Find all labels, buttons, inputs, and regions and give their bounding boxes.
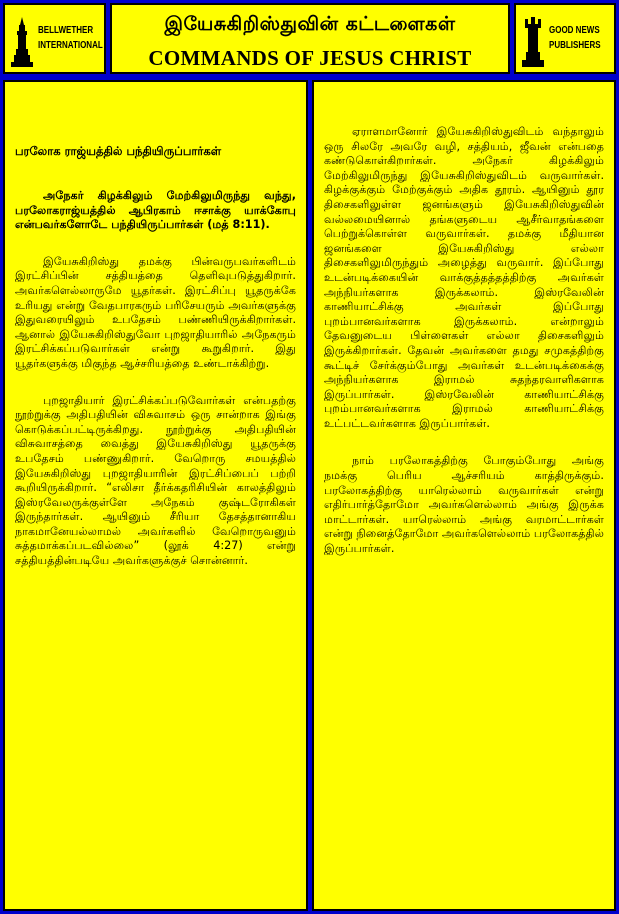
logo-bellwether — [3, 3, 106, 74]
scripture-verse: அநேகர் கிழக்கிலும் மேற்கிலுமிருந்து வந்து, பரலோகராஜ்யத்தில் ஆபிரகாம் ஈசாக்கு யாக்கோபு என்பவர்களோடே பந்தியிருப்பார்கள் (மத் 8:11). — [15, 189, 296, 232]
right-column — [312, 80, 616, 911]
bell-tower-icon — [11, 17, 33, 67]
paragraph: புறஜாதியார் இரட்சிக்கப்படுவோர்கள் என்பதற்கு நூற்றுக்கு அதிபதியின் விசுவாசம் ஒரு சான்றாக இங்கு கொடுக்கப்பட்டிருக்கிறது. நூற்றுக்கு அதிபதியின் விசுவாசத்தை வைத்து இயேசுகிறிஸ்து யூதருக்கு உபதேசம் பண்ணுகிறார். வேறொரு சமயத்தில் இயேசுகிறிஸ்து புறஜாதியாரின் இரட்சிப்பைப் பற்றி கூறியிருக்கிறார். “எலிசா தீர்க்கதரிசியின் காலத்திலும் இஸ்ரவேலருக்குள்ளே அநேகம் குஷ்டரோகிகள் இருந்தார்கள். ஆயினும் சீரியா தேசத்தானாகிய நாகமானேயல்லாமல் அவர்களில் வேறொருவனும் சுத்தமாக்கப்படவில்லை” (லூக் 4:27) என்று சத்தியத்தின்படியே அவர்களுக்குச் சொன்னார். — [15, 393, 296, 568]
title-tamil: இயேசுகிறிஸ்துவின் கட்டளைகள் — [164, 13, 456, 35]
logo-left-line-2: INTERNATIONAL — [38, 40, 103, 51]
logo-right-line-1: GOOD NEWS — [549, 25, 600, 36]
logo-left-line-1: BELLWETHER — [38, 25, 94, 36]
paragraph: இயேசுகிறிஸ்து தமக்கு பின்வருபவர்களிடம் இரட்சிப்பின் சத்தியத்தை தெளிவுபடுத்துகிறார். அவர்களெல்லாருமே யூதர்கள். இரட்சிப்பு யூதருக்கே உரியது என்று வேதபாரகரும் பரிசேயரும் அவர்களுக்கு இதுவரையிலும் உபதேசம் பண்ணியிருக்கிறார்கள். ஆனால் இயேசுகிறிஸ்துவோ புறஜாதியாரில் அநேகரும் இரட்சிக்கப்படுவார்கள் என்று கூறுகிறார். இது யூதர்களுக்கு மிகுந்த ஆச்சரியத்தை உண்டாக்கிற்று. — [15, 254, 296, 370]
logo-right-line-2: PUBLISHERS — [549, 40, 601, 51]
paragraph: நாம் பரலோகத்திற்கு போகும்போது அங்கு நமக்கு பெரிய ஆச்சரியம் காத்திருக்கும். பரலோகத்திற்கு யாரெல்லாம் வருவார்கள் என்று எதிர்பார்த்தோமோ அவர்களெல்லாம் அங்கு இருக்க மாட்டார்கள். யாரெல்லாம் அங்கு வரமாட்டார்கள் என்று நினைத்தோமோ அவர்களெல்லாம் பரலோகத்தில் இருப்பார்கள். — [324, 454, 604, 556]
left-column — [3, 80, 308, 911]
title-banner — [110, 3, 510, 74]
section-heading: பரலோக ராஜ்யத்தில் பந்தியிருப்பார்கள் — [15, 144, 222, 158]
paragraph: ஏராளமானோர் இயேசுகிறிஸ்துவிடம் வந்தாலும் ஒரு சிலரே அவரே வழி, சத்தியம், ஜீவன் என்பதை கண்டுகொள்கிறார்கள். அநேகர் கிழக்கிலும் மேற்கிலுமிருந்து இயேசுகிறிஸ்துவிடம் வருவார்கள். கிழக்குக்கும் மேற்குக்கும் அதிக தூரம். ஆயினும் தூர திசைகளிலுள்ள ஜனங்களும் இயேசுகிறிஸ்துவின் வல்லமையினால் தங்களுடைய ஆசீர்வாதங்களை பெற்றுக்கொள்ள வருவார்கள். தமக்கு மீதியான ஜனங்களை இயேசுகிறிஸ்து எல்லா திசைகளிலுமிருந்தும் அழைத்து வருவார். இப்போது உடன்படிக்கையின் வாக்குத்தத்தத்திற்கு அவர்கள் அந்நியர்களாக இருக்கலாம். இஸ்ரவேலின் காணியாட்சிக்கு அவர்கள் இப்போது புறம்பானவர்களாக இருக்கலாம். என்றாலும் தேவனுடைய பிள்ளைகள் எல்லா திசைகளிலும் இருக்கிறார்கள். தேவன் அவர்களை தமது சமுகத்திற்கு கூட்டிச் சேர்க்கும்போது அவர்கள் உடன்படிக்கைக்கு அந்நியர்களாக இராமல் சுதந்தரவாளிகளாக இருப்பார்கள். இஸ்ரவேலின் காணியாட்சிக்கு புறம்பானவர்களாக இராமல் காணியாட்சிக்கு உட்பட்டவர்களாக இருப்பார்கள். — [324, 125, 604, 430]
logo-good-news — [514, 3, 616, 74]
title-english: COMMANDS OF JESUS CHRIST — [148, 46, 472, 70]
tower-icon — [522, 17, 544, 67]
